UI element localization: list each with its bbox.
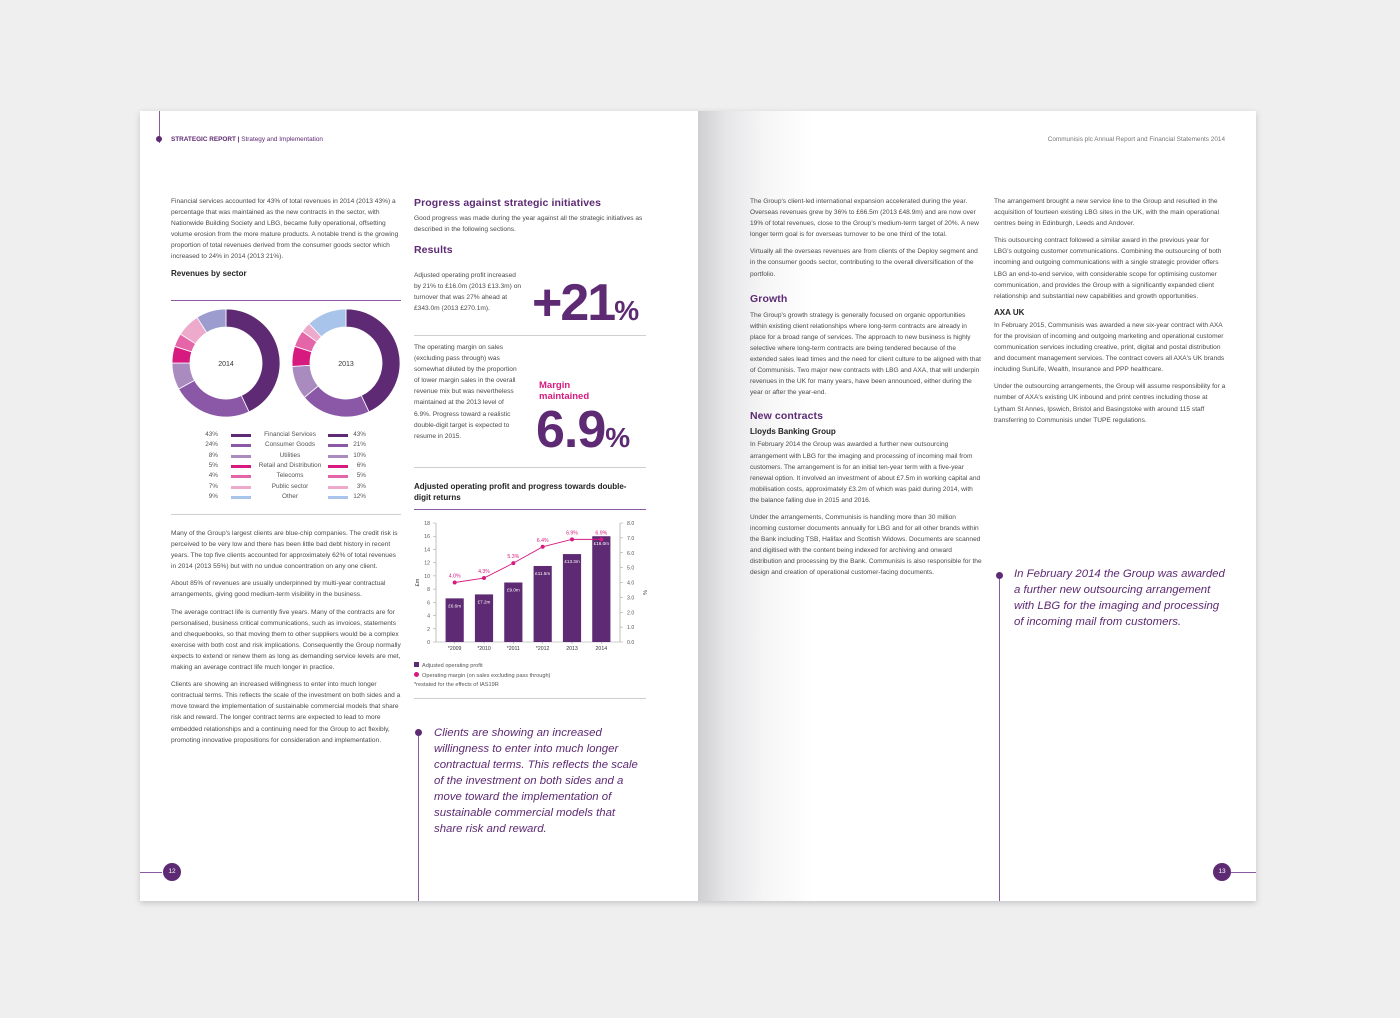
legend-swatch bbox=[231, 496, 251, 499]
legend-swatch bbox=[328, 434, 348, 437]
legend-category: Retail and Distribution bbox=[258, 461, 322, 469]
legend-row bbox=[200, 430, 400, 440]
margin-label: 6.9% bbox=[595, 530, 608, 537]
x-tick-label: *2010 bbox=[477, 646, 491, 652]
legend-row bbox=[200, 482, 400, 492]
page-number-left: 12 bbox=[163, 863, 181, 881]
sector-donut-charts bbox=[171, 306, 401, 426]
donut-slice-2014-1 bbox=[226, 309, 280, 412]
legend-value-2013: 12% bbox=[353, 492, 366, 500]
y2-tick-label: 8.0 bbox=[627, 521, 635, 527]
margin-point bbox=[541, 545, 545, 549]
margin-pct: % bbox=[605, 422, 631, 453]
legend-row bbox=[200, 451, 400, 461]
legend-value-2014: 4% bbox=[208, 472, 218, 480]
legend-category: Other bbox=[282, 492, 298, 500]
sector-legend bbox=[200, 430, 380, 502]
y-tick-label: 0 bbox=[427, 640, 430, 646]
bar-label: £6.6m bbox=[448, 603, 462, 609]
donut-center-label: 2013 bbox=[338, 361, 354, 368]
margin-point bbox=[453, 581, 457, 585]
y-tick-label: 14 bbox=[424, 547, 430, 554]
margin-value: 6.9 bbox=[536, 401, 606, 459]
legend-bar-label: Adjusted operating profit bbox=[422, 663, 483, 669]
donut-slice-2013-2 bbox=[304, 386, 369, 417]
legend-item-bar bbox=[414, 662, 646, 672]
legend-row bbox=[200, 471, 400, 481]
axa-paragraph-1: In February 2015, Communisis was awarded a new six-year contract with AXA for the provision of incoming and outgoing marketing and operational customer communication services including creative, print, digital and postal distribution and document management services. The contract covers all AXA's UK brands including SunLife, Wealth, Insurance and PPP healthcare. bbox=[994, 321, 1225, 374]
y2-tick-label: 0.0 bbox=[627, 640, 635, 646]
y2-tick-label: 5.0 bbox=[627, 565, 635, 572]
bar-2013 bbox=[563, 554, 581, 642]
header-bullet bbox=[156, 136, 162, 142]
legend-swatch bbox=[231, 486, 251, 489]
margin-label: 4.0% bbox=[448, 573, 461, 580]
margin-figure bbox=[536, 400, 630, 460]
contract-life-paragraph: The average contract life is currently five years. Many of the contracts are for personalised, business critical communications, such as invoices, statements and chequebooks, so that moving them to other suppliers would be a complex exercise with both cost and risk implications. Consequently the Group normally expects to extend or renew them as long as demanding service levels are met, making an average contract life much longer in practice. bbox=[171, 608, 401, 672]
legend-swatch-line bbox=[414, 672, 419, 677]
y2-tick-label: 2.0 bbox=[627, 610, 635, 617]
legend-category: Consumer Goods bbox=[264, 441, 316, 449]
margin-point bbox=[599, 537, 603, 541]
margin-label: 5.3% bbox=[507, 554, 520, 561]
footer-rule bbox=[1231, 872, 1256, 873]
growth-paragraph: The Group's growth strategy is generally focused on organic opportunities within existing client relationships where long-term contracts are already in place for a broad range of services. The approach to new business is highly selective where long-term contracts are being tendered because of the extended sales lead times and the need for client culture to be aligned with that of Communisis. Two major new contracts with LBG and AXA, that will underpin revenues in the UK for many years, have been announced, either during the year or after the year-end. bbox=[750, 311, 981, 397]
initiatives-intro: Good progress was made during the year against all the strategic initiatives as described in the following sections. bbox=[414, 215, 643, 234]
arrangement-paragraph: The arrangement brought a new service line to the Group and resulted in the acquisition of fourteen existing LBG sites in the UK, with the main operational centres being in Edinburgh, Leeds and Andover. bbox=[994, 198, 1220, 228]
legend-value-2013: 6% bbox=[356, 461, 366, 469]
y2-tick-label: 4.0 bbox=[627, 580, 635, 587]
margin-label: 6.4% bbox=[536, 537, 549, 544]
divider bbox=[414, 467, 646, 468]
new-contracts-title: New contracts bbox=[750, 410, 824, 423]
legend-row bbox=[200, 440, 400, 450]
quote-bullet bbox=[996, 572, 1003, 579]
footer-rule bbox=[140, 872, 162, 873]
legend-swatch bbox=[231, 475, 251, 478]
legend-category: Telecoms bbox=[276, 472, 304, 480]
bar-label: £16.0m bbox=[593, 541, 609, 547]
legend-value-2014: 5% bbox=[208, 461, 218, 469]
page-number-right: 13 bbox=[1213, 863, 1231, 881]
y-tick-label: 12 bbox=[424, 560, 430, 567]
margin-point bbox=[482, 576, 486, 580]
donut-slice-2014-2 bbox=[179, 380, 249, 417]
clients-paragraph: Many of the Group's largest clients are blue-chip companies. The credit risk is perceived to be very low and there has been little bad debt history in recent years. The top five clients accounted for approximately 62% of total revenues in 2014 (2013 55%) but with no undue concentration on any one client. bbox=[171, 530, 398, 571]
bar-2012 bbox=[534, 566, 552, 642]
legend-category: Financial Services bbox=[264, 431, 316, 438]
legend-swatch bbox=[231, 465, 251, 468]
legend-swatch-bar bbox=[414, 662, 419, 667]
growth-title: Growth bbox=[750, 292, 788, 305]
x-tick-label: *2012 bbox=[535, 646, 550, 652]
legend-swatch bbox=[328, 444, 348, 447]
right-column-1 bbox=[750, 196, 982, 585]
legend-swatch bbox=[328, 496, 348, 499]
y-tick-label: 16 bbox=[424, 534, 430, 541]
margin-point bbox=[570, 537, 574, 541]
report-spread bbox=[140, 111, 1256, 901]
margin-label: 6.9% bbox=[566, 530, 578, 537]
legend-value-2014: 7% bbox=[208, 482, 218, 490]
outsourcing-paragraph: This outsourcing contract followed a similar award in the previous year for LBG's outgoing customer communications. Combining the outsourcing of both incoming and outgoing communications with a single strategic provider offers LBG an end-to-end service, with considerable scope for optimising customer communication, and provides the Group with a significantly expanded client relationship and substantial new capabilities and growth opportunities. bbox=[994, 237, 1222, 300]
legend-category: Public sector bbox=[271, 482, 309, 490]
pull-quote-right: In February 2014 the Group was awarded a further new outsourcing arrangement with LBG for the imaging and processing of incoming mail from customers. bbox=[1014, 568, 1225, 628]
international-paragraph: The Group's client-led international expansion accelerated during the year. Overseas revenues grew by 36% to £66.5m (2013 £48.9m) and are now over 19% of total revenues, close to the Group's medium-term target of 20%. A new longer term goal is for overseas turnover to be one third of the total. bbox=[750, 198, 979, 239]
donut-center-label: 2014 bbox=[218, 361, 234, 368]
legend-value-2013: 43% bbox=[353, 431, 366, 438]
legend-category: Utilities bbox=[279, 451, 301, 459]
profit-growth-pct: % bbox=[614, 295, 640, 326]
profit-chart-rule bbox=[414, 509, 646, 510]
bar-label: £9.0m bbox=[506, 587, 520, 593]
y-tick-label: 6 bbox=[427, 600, 430, 607]
bar-2014 bbox=[592, 536, 610, 642]
left-column-1-body bbox=[171, 528, 401, 752]
running-header-right: Communisis plc Annual Report and Financial Statements 2014 bbox=[1047, 136, 1225, 143]
y-tick-label: 2 bbox=[427, 626, 430, 633]
quote-bullet bbox=[415, 729, 422, 736]
lbg-paragraph-1: In February 2014 the Group was awarded a further new outsourcing arrangement with LBG for the imaging and processing of incoming mail from customers. The arrangement is for an initial ten-year term with a five-year renewal option. It involved an investment of about £7.5m in working capital and mobilisation costs, approximately £3.2m of which was paid during 2014, with the balance falling due in 2015 and 2016. bbox=[750, 441, 981, 504]
axa-title: AXA UK bbox=[994, 307, 1025, 317]
right-column-2 bbox=[994, 196, 1226, 432]
left-column-2 bbox=[414, 197, 646, 256]
legend-row bbox=[200, 492, 400, 502]
legend-value-2014: 43% bbox=[205, 431, 218, 438]
donut-slice-2013-1 bbox=[346, 309, 400, 412]
sector-chart-title: Revenues by sector bbox=[171, 268, 247, 278]
legend-item-line bbox=[414, 672, 646, 682]
legend-value-2014: 8% bbox=[208, 451, 218, 459]
section-name: STRATEGIC REPORT bbox=[171, 136, 236, 143]
sector-chart-rule bbox=[171, 300, 401, 301]
chart-footnote: *restated for the effects of IAS19R bbox=[414, 682, 499, 688]
legend-swatch bbox=[231, 444, 251, 447]
quote-rule bbox=[418, 731, 419, 901]
lbg-title: Lloyds Banking Group bbox=[750, 427, 836, 437]
section-subtitle: Strategy and Implementation bbox=[241, 136, 323, 143]
x-tick-label: *2011 bbox=[506, 646, 520, 652]
pull-quote-left: Clients are showing an increased willingness to enter into much longer contractual terms. This reflects the scale of the investment on both sides and a move toward the implementation of sustainable commercial models that share risk and reward. bbox=[434, 727, 638, 835]
x-tick-label: *2009 bbox=[447, 646, 462, 652]
profit-margin-chart bbox=[414, 513, 646, 663]
y-tick-label: 18 bbox=[424, 521, 430, 527]
right-page bbox=[698, 111, 1256, 901]
legend-swatch bbox=[328, 475, 348, 478]
bar-label: £13.3m bbox=[564, 559, 580, 565]
bar-label: £11.5m bbox=[535, 570, 551, 576]
legend-swatch bbox=[328, 486, 348, 489]
bar-label: £7.2m bbox=[477, 599, 491, 605]
legend-value-2013: 21% bbox=[353, 441, 366, 449]
legend-line-label: Operating margin (on sales excluding pass through) bbox=[422, 672, 551, 679]
legend-swatch bbox=[328, 465, 348, 468]
results-title: Results bbox=[414, 244, 453, 257]
y2-axis-label: % bbox=[641, 590, 647, 595]
legend-swatch bbox=[231, 434, 251, 437]
y-tick-label: 4 bbox=[427, 613, 430, 620]
margin-paragraph: The operating margin on sales (excluding pass through) was somewhat diluted by the proportion of lower margin sales in the overall revenue mix but was nevertheless maintained at the 2013 level of 6.9%. Progress toward a realistic double-digit target is expected to resume in 2015. bbox=[414, 344, 517, 440]
divider bbox=[414, 698, 646, 699]
longer-terms-paragraph: Clients are showing an increased willingness to enter into much longer contractual terms. This reflects the scale of the investment on both sides and a move toward the implementation of sustainable commercial models that share risk and reward. The longer contract terms are expected to lead to more embedded relationships and a continuing need for the Group to act flexibly, promoting innovative propositions for consideration and implementation. bbox=[171, 681, 401, 744]
y-tick-label: 10 bbox=[424, 573, 430, 580]
profit-growth-figure bbox=[532, 273, 639, 333]
left-page bbox=[140, 111, 698, 901]
running-header bbox=[171, 136, 323, 143]
margin-point bbox=[511, 561, 515, 565]
y2-tick-label: 6.0 bbox=[627, 550, 635, 557]
legend-value-2013: 10% bbox=[353, 451, 366, 459]
lbg-paragraph-2: Under the arrangements, Communisis is handling more than 30 million incoming customer documents annually for LBG and for all other brands within the Bank including TSB, Halifax and Scottish Widows. Documents are scanned and digitised with the content being indexed for archiving and onward distribution and processing by the Bank. Communisis is also responsible for the design and creation of operational customer-facing documents. bbox=[750, 513, 982, 577]
legend-value-2013: 5% bbox=[356, 472, 366, 480]
legend-swatch bbox=[328, 455, 348, 458]
overseas-paragraph: Virtually all the overseas revenues are from clients of the Deploy segment and in the consumer goods sector, contributing to the overall diversification of the portfolio. bbox=[750, 248, 978, 278]
margin-label: Margin maintained bbox=[539, 380, 590, 402]
revenues-paragraph: About 85% of revenues are usually underpinned by multi-year contractual arrangements, giving good medium-term visibility in the business. bbox=[171, 580, 386, 599]
y2-tick-label: 1.0 bbox=[627, 625, 635, 632]
profit-chart-title: Adjusted operating profit and progress towards double-digit returns bbox=[414, 482, 627, 502]
legend-value-2014: 24% bbox=[205, 441, 218, 449]
y2-tick-label: 3.0 bbox=[627, 595, 635, 602]
profit-growth-value: +21 bbox=[532, 274, 615, 332]
divider bbox=[171, 514, 401, 515]
profit-chart-legend bbox=[414, 662, 646, 691]
quote-rule bbox=[999, 579, 1000, 901]
x-tick-label: 2013 bbox=[566, 646, 578, 652]
margin-label: 4.3% bbox=[478, 569, 490, 576]
results-paragraph: Adjusted operating profit increased by 21% to £16.0m (2013 £13.3m) on turnover that was 27% ahead at £343.0m (2013 £270.1m). bbox=[414, 272, 522, 313]
strategic-initiatives-title: Progress against strategic initiatives bbox=[414, 197, 602, 209]
y-axis-label: £m bbox=[415, 578, 421, 587]
intro-paragraph: Financial services accounted for 43% of total revenues in 2014 (2013 43%) a percentage that was maintained as the new contracts in the sector, with Nationwide Building Society and LBG, became fully operational, offsetting volume erosion from the more mature products. A notable trend is the growing proportion of total revenues derived from the consumer goods sector which increased to 24% in 2014 (2013 21%). bbox=[171, 198, 399, 261]
legend-value-2013: 3% bbox=[356, 482, 366, 490]
left-column-1 bbox=[171, 196, 401, 278]
legend-value-2014: 9% bbox=[208, 492, 218, 500]
header-sep: | bbox=[237, 136, 240, 143]
legend-swatch bbox=[231, 455, 251, 458]
y2-tick-label: 7.0 bbox=[627, 535, 635, 542]
axa-paragraph-2: Under the outsourcing arrangements, the Group will assume responsibility for a number of AXA's existing UK inbound and print centres including those at Lytham St Annes, Ipswich, Bristol and Basingstoke with around 115 staff transferring to Communisis under TUPE regulations. bbox=[994, 383, 1226, 424]
y-tick-label: 8 bbox=[427, 587, 430, 594]
legend-row bbox=[200, 461, 400, 471]
divider bbox=[414, 335, 646, 336]
x-tick-label: 2014 bbox=[595, 646, 608, 652]
